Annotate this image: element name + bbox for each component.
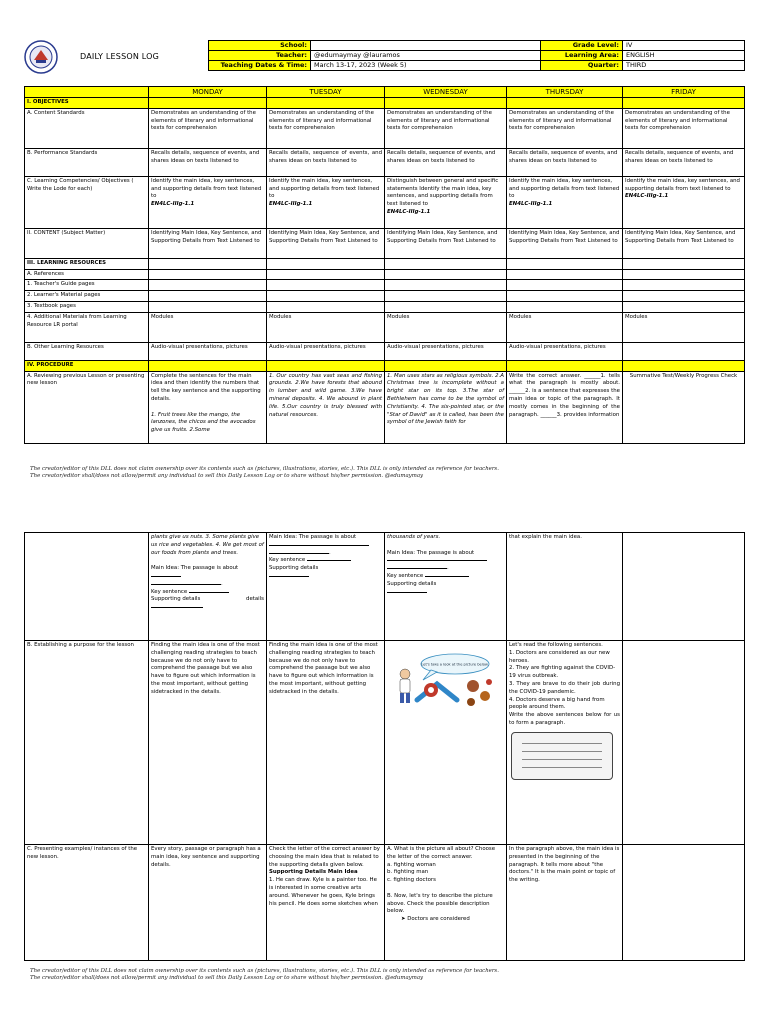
cell-text: Identifying Main Idea, Key Sentence, and Supporting Details from Text Listened to xyxy=(267,228,385,258)
day-header-row xyxy=(25,87,745,98)
cell-text: Identifying Main Idea, Key Sentence, and Supporting Details from Text Listened to xyxy=(385,228,507,258)
purpose-thursday: Let's read the following sentences. 1. Doctors are considered as our new heroes. 2. They are fighting against the COVID-19 virus outbreak. 3. They are brave to do their job during the COVID-19 pandemic. 4. Doctors deserve a big hand from people around them. Write the above sentences below for us to form a paragraph. xyxy=(507,641,623,845)
cell-text: Demonstrates an understanding of the elements of literary and informational texts for comprehension xyxy=(267,108,385,148)
writing-paper-icon xyxy=(511,732,613,780)
cell-text: Identifying Main Idea, Key Sentence, and Supporting Details from Text Listened to xyxy=(507,228,623,258)
procedure-heading: IV. PROCEDURE xyxy=(25,360,149,371)
cell-text: Modules xyxy=(385,312,507,342)
teacher-label: Teacher: xyxy=(209,51,311,61)
examples-friday xyxy=(623,845,745,961)
references-label: A. References xyxy=(25,269,149,280)
cell-text: Identifying Main Idea, Key Sentence, and Supporting Details from Text Listened to xyxy=(149,228,267,258)
area-value: ENGLISH xyxy=(623,51,745,61)
competency-cell: Identify the main idea, key sentences, and supporting details from text listened to EN4LC-IIIg-1.1 xyxy=(149,176,267,228)
lm-label: 2. Learner's Material pages xyxy=(25,291,149,302)
purpose-label: B. Establishing a purpose for the lesson xyxy=(25,641,149,845)
cell-text: Audio-visual presentations, pictures xyxy=(149,342,267,360)
references-row xyxy=(25,269,745,280)
cell-text: Demonstrates an understanding of the elements of literary and informational texts for comprehension xyxy=(623,108,745,148)
resources-heading: III. LEARNING RESOURCES xyxy=(25,258,149,269)
purpose-tuesday: Finding the main idea is one of the most challenging reading strategies to teach because we do not only have to comprehend the passage but we also have to figure out which information is the most important, without getting sidetracked in the details. xyxy=(267,641,385,845)
day-wednesday: WEDNESDAY xyxy=(385,87,507,98)
lesson-table-page2 xyxy=(24,532,745,961)
review2-wednesday: thousands of years. Main Idea: The passage is about . Key sentence Supporting details xyxy=(385,533,507,641)
review2-tuesday: Main Idea: The passage is about . Key sentence Supporting details xyxy=(267,533,385,641)
review-monday: Complete the sentences for the main idea and then identify the numbers that tell the key sentence and the supporting details. 1. Fruit trees like the mango, the lanzones, the chicos and the avocados give us fruits. 2.Some xyxy=(149,371,267,443)
day-friday: FRIDAY xyxy=(623,87,745,98)
dll-title: DAILY LESSON LOG xyxy=(80,52,160,61)
purpose-wednesday xyxy=(385,641,507,845)
review2-thursday: that explain the main idea. xyxy=(507,533,623,641)
footer-disclaimer-1: The creator/editor of this DLL does not claim ownership over its contents such as (pictures, illustrations, stories, etc.). This DLL is only intended as reference for teachers. The creator/editor shall/does not allow/permit any individual to sell this Daily Lesson Log or to share without his/her permission. @edumaymay xyxy=(30,466,499,479)
tb-label: 3. Textbook pages xyxy=(25,301,149,312)
cell-text: Audio-visual presentations, pictures xyxy=(267,342,385,360)
purpose-monday: Finding the main idea is one of the most challenging reading strategies to teach because we do not only have to comprehend the passage but we also have to figure out which information is the most important, without getting sidetracked in the details. xyxy=(149,641,267,845)
lm-row xyxy=(25,291,745,302)
grade-value: IV xyxy=(623,41,745,51)
dates-value: March 13-17, 2023 (Week 5) xyxy=(311,61,541,71)
procedure-row xyxy=(25,360,745,371)
examples-label: C. Presenting examples/ instances of the new lesson. xyxy=(25,845,149,961)
review-thursday: Write the correct answer. ______1. tells what the paragraph is mostly about. ______2. is a sentence that expresses the main idea or topic of the paragraph. It mostly comes in the beginning of the paragraph. ______3. provides information xyxy=(507,371,623,443)
examples-row xyxy=(25,845,745,961)
review2-friday xyxy=(623,533,745,641)
examples-monday: Every story, passage or paragraph has a main idea, key sentence and supporting details. xyxy=(149,845,267,961)
review-friday: Summative Test/Weekly Progress Check xyxy=(623,371,745,443)
examples-tuesday: Check the letter of the correct answer by choosing the main idea that is related to the supporting details given below. Supporting Details Main Idea 1. He can draw. Kyle is a painter too. He is interested in some creative arts around. Whenever he goes, Kyle brings his pencil. He does some sketches when xyxy=(267,845,385,961)
cell-text: Audio-visual presentations, pictures xyxy=(385,342,507,360)
competency-cell: Identify the main idea, key sentences, and supporting details from text listened to EN4LC-IIIg-1.1 xyxy=(623,176,745,228)
doctor-fighting-virus-illustration xyxy=(387,650,499,716)
performance-standards-label: B. Performance Standards xyxy=(25,148,149,176)
examples-wednesday: A. What is the picture all about? Choose the letter of the correct answer. a. fighting woman b. fighting man c. fighting doctors B. Now, let's try to describe the picture above. Check the possible description below. ➤ Doctors are considered xyxy=(385,845,507,961)
cell-text: Recalls details, sequence of events, and shares ideas on texts listened to xyxy=(149,148,267,176)
quarter-label: Quarter: xyxy=(541,61,623,71)
quarter-value: THIRD xyxy=(623,61,745,71)
other-resources-label: B. Other Learning Resources xyxy=(25,342,149,360)
competencies-row xyxy=(25,176,745,228)
grade-label: Grade Level: xyxy=(541,41,623,51)
cell-text: Modules xyxy=(507,312,623,342)
content-row xyxy=(25,228,745,258)
review-label: A. Reviewing previous Lesson or presenting new lesson xyxy=(25,371,149,443)
school-label: School: xyxy=(209,41,311,51)
competencies-label: C. Learning Competencies/ Objectives ( Write the Lode for each) xyxy=(25,176,149,228)
tb-row xyxy=(25,301,745,312)
cell-text: Recalls details, sequence of events, and shares ideas on texts listened to xyxy=(385,148,507,176)
objectives-row xyxy=(25,98,745,109)
competency-cell: Distinguish between general and specific statements Identify the main idea, key sentences, and supporting details from text listened to EN4LC-IIIg-1.1 xyxy=(385,176,507,228)
speech-bubble-text: Let's take a look at the picture below. xyxy=(421,662,489,667)
purpose-row xyxy=(25,641,745,845)
performance-standards-row xyxy=(25,148,745,176)
cell-text: Demonstrates an understanding of the elements of literary and informational texts for comprehension xyxy=(507,108,623,148)
blank-header xyxy=(25,87,149,98)
header-info-table xyxy=(208,40,745,71)
purpose-friday xyxy=(623,641,745,845)
cell-text: Demonstrates an understanding of the elements of literary and informational texts for comprehension xyxy=(149,108,267,148)
cell-text: Audio-visual presentations, pictures xyxy=(507,342,623,360)
content-standards-label: A. Content Standards xyxy=(25,108,149,148)
other-resources-row xyxy=(25,342,745,360)
footer-disclaimer-2: The creator/editor of this DLL does not claim ownership over its contents such as (pictures, illustrations, stories, etc.). This DLL is only intended as reference for teachers. The creator/editor shall/does not allow/permit any individual to sell this Daily Lesson Log or to share without his/her permission. @edumaymay xyxy=(30,968,499,981)
review-continued-row xyxy=(25,533,745,641)
cell-text: Modules xyxy=(267,312,385,342)
cell-text: Modules xyxy=(623,312,745,342)
area-label: Learning Area: xyxy=(541,51,623,61)
cell-text: Recalls details, sequence of events, and shares ideas on texts listened to xyxy=(267,148,385,176)
cell-text: Modules xyxy=(149,312,267,342)
day-thursday: THURSDAY xyxy=(507,87,623,98)
tg-label: 1. Teacher's Guide pages xyxy=(25,280,149,291)
cell-text: Recalls details, sequence of events, and shares ideas on texts listened to xyxy=(623,148,745,176)
cell-text: Demonstrates an understanding of the elements of literary and informational texts for comprehension xyxy=(385,108,507,148)
review-wednesday: 1. Man uses stars as religious symbols. 2.A Christmas tree is incomplete without a bright star on its top. 3.The star of Bethlehem has come to be the symbol of Christianity. 4. The six-pointed star, or the "Star of David" as it is called, has been the symbol of the Jewish faith for xyxy=(385,371,507,443)
competency-cell: Identify the main idea, key sentences, and supporting details from text listened to EN4LC-IIIg-1.1 xyxy=(507,176,623,228)
cell-text: Identifying Main Idea, Key Sentence, and Supporting Details from Text Listened to xyxy=(623,228,745,258)
day-monday: MONDAY xyxy=(149,87,267,98)
resources-row xyxy=(25,258,745,269)
content-label: II. CONTENT (Subject Matter) xyxy=(25,228,149,258)
tg-row xyxy=(25,280,745,291)
review-tuesday: 1. Our country has vast seas and fishing grounds. 2.We have forests that abound in lumber and wild game. 3.We have mineral deposits. 4. We abound in plant life. 5.Our country is truly blessed with natural resources. xyxy=(267,371,385,443)
teacher-value: @edumaymay @lauramos xyxy=(311,51,541,61)
additional-materials-row xyxy=(25,312,745,342)
blank-label xyxy=(25,533,149,641)
lesson-table-page1 xyxy=(24,86,745,444)
school-value xyxy=(311,41,541,51)
objectives-heading: I. OBJECTIVES xyxy=(25,98,149,109)
day-tuesday: TUESDAY xyxy=(267,87,385,98)
dates-label: Teaching Dates & Time: xyxy=(209,61,311,71)
page-1 xyxy=(0,0,768,500)
content-standards-row xyxy=(25,108,745,148)
examples-thursday: In the paragraph above, the main idea is presented in the beginning of the paragraph. It tells more about "the doctors." It is the main point or topic of the writing. xyxy=(507,845,623,961)
review2-monday: plants give us nuts. 3. Some plants give us rice and vegetables. 4. We get most of our foods from plants and trees. Main Idea: The passage is about . Key sentence Supporting details details xyxy=(149,533,267,641)
competency-cell: Identify the main idea, key sentences, and supporting details from text listened to EN4LC-IIIg-1.1 xyxy=(267,176,385,228)
cell-text: Recalls details, sequence of events, and shares ideas on texts listened to xyxy=(507,148,623,176)
review-row xyxy=(25,371,745,443)
deped-seal-logo xyxy=(24,40,58,74)
additional-materials-label: 4. Additional Materials from Learning Resource LR portal xyxy=(25,312,149,342)
